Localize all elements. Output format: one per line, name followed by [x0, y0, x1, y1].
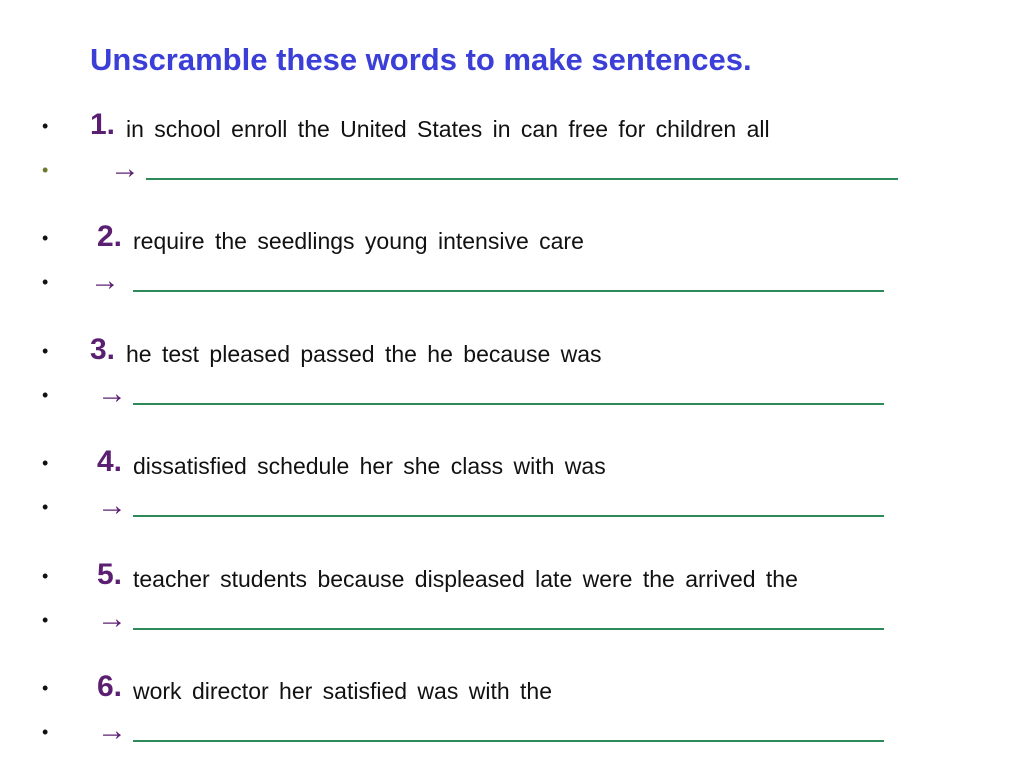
- answer-row-1: [0, 152, 1024, 188]
- answer-row-6: [0, 714, 1024, 750]
- question-row-6: [0, 670, 1024, 706]
- answer-row-3: [0, 377, 1024, 413]
- answer-blank[interactable]: [133, 290, 884, 292]
- bullet-icon: •: [42, 385, 49, 405]
- question-row-4: [0, 445, 1024, 481]
- question-number: 6.: [97, 670, 123, 703]
- bullet-icon: •: [42, 453, 49, 473]
- question-row-3: [0, 333, 1024, 369]
- question-row-5: [0, 558, 1024, 594]
- answer-blank[interactable]: [146, 178, 898, 180]
- scrambled-words: require the seedlings young intensive care: [133, 228, 584, 254]
- question-row-2: [0, 220, 1024, 256]
- arrow-icon: →: [97, 602, 127, 635]
- question-number: 5.: [97, 558, 123, 591]
- question-number: 1.: [90, 108, 116, 141]
- bullet-icon: •: [42, 341, 49, 361]
- scrambled-words: in school enroll the United States in can free for children all: [126, 116, 770, 142]
- bullet-icon: •: [42, 272, 49, 292]
- answer-row-5: [0, 602, 1024, 638]
- answer-blank[interactable]: [133, 628, 884, 630]
- answer-blank[interactable]: [133, 515, 884, 517]
- answer-blank[interactable]: [133, 740, 884, 742]
- question-number: 2.: [97, 220, 123, 253]
- arrow-icon: →: [97, 377, 127, 410]
- bullet-icon: •: [42, 678, 49, 698]
- arrow-icon: →: [97, 489, 127, 522]
- arrow-icon: →: [90, 264, 120, 297]
- question-number: 3.: [90, 333, 116, 366]
- scrambled-words: he test pleased passed the he because was: [126, 341, 602, 367]
- bullet-icon: •: [42, 116, 49, 136]
- bullet-icon: •: [42, 160, 49, 180]
- answer-row-4: [0, 489, 1024, 525]
- scrambled-words: teacher students because displeased late were the arrived the: [133, 566, 798, 592]
- arrow-icon: →: [97, 714, 127, 747]
- bullet-icon: •: [42, 566, 49, 586]
- answer-row-2: [0, 264, 1024, 300]
- bullet-icon: •: [42, 722, 49, 742]
- answer-blank[interactable]: [133, 403, 884, 405]
- page-title: Unscramble these words to make sentences.: [90, 42, 752, 77]
- arrow-icon: →: [110, 152, 140, 185]
- bullet-icon: •: [42, 497, 49, 517]
- question-row-1: [0, 108, 1024, 144]
- scrambled-words: work director her satisfied was with the: [133, 678, 552, 704]
- bullet-icon: •: [42, 228, 49, 248]
- question-number: 4.: [97, 445, 123, 478]
- bullet-icon: •: [42, 610, 49, 630]
- scrambled-words: dissatisfied schedule her she class with was: [133, 453, 606, 479]
